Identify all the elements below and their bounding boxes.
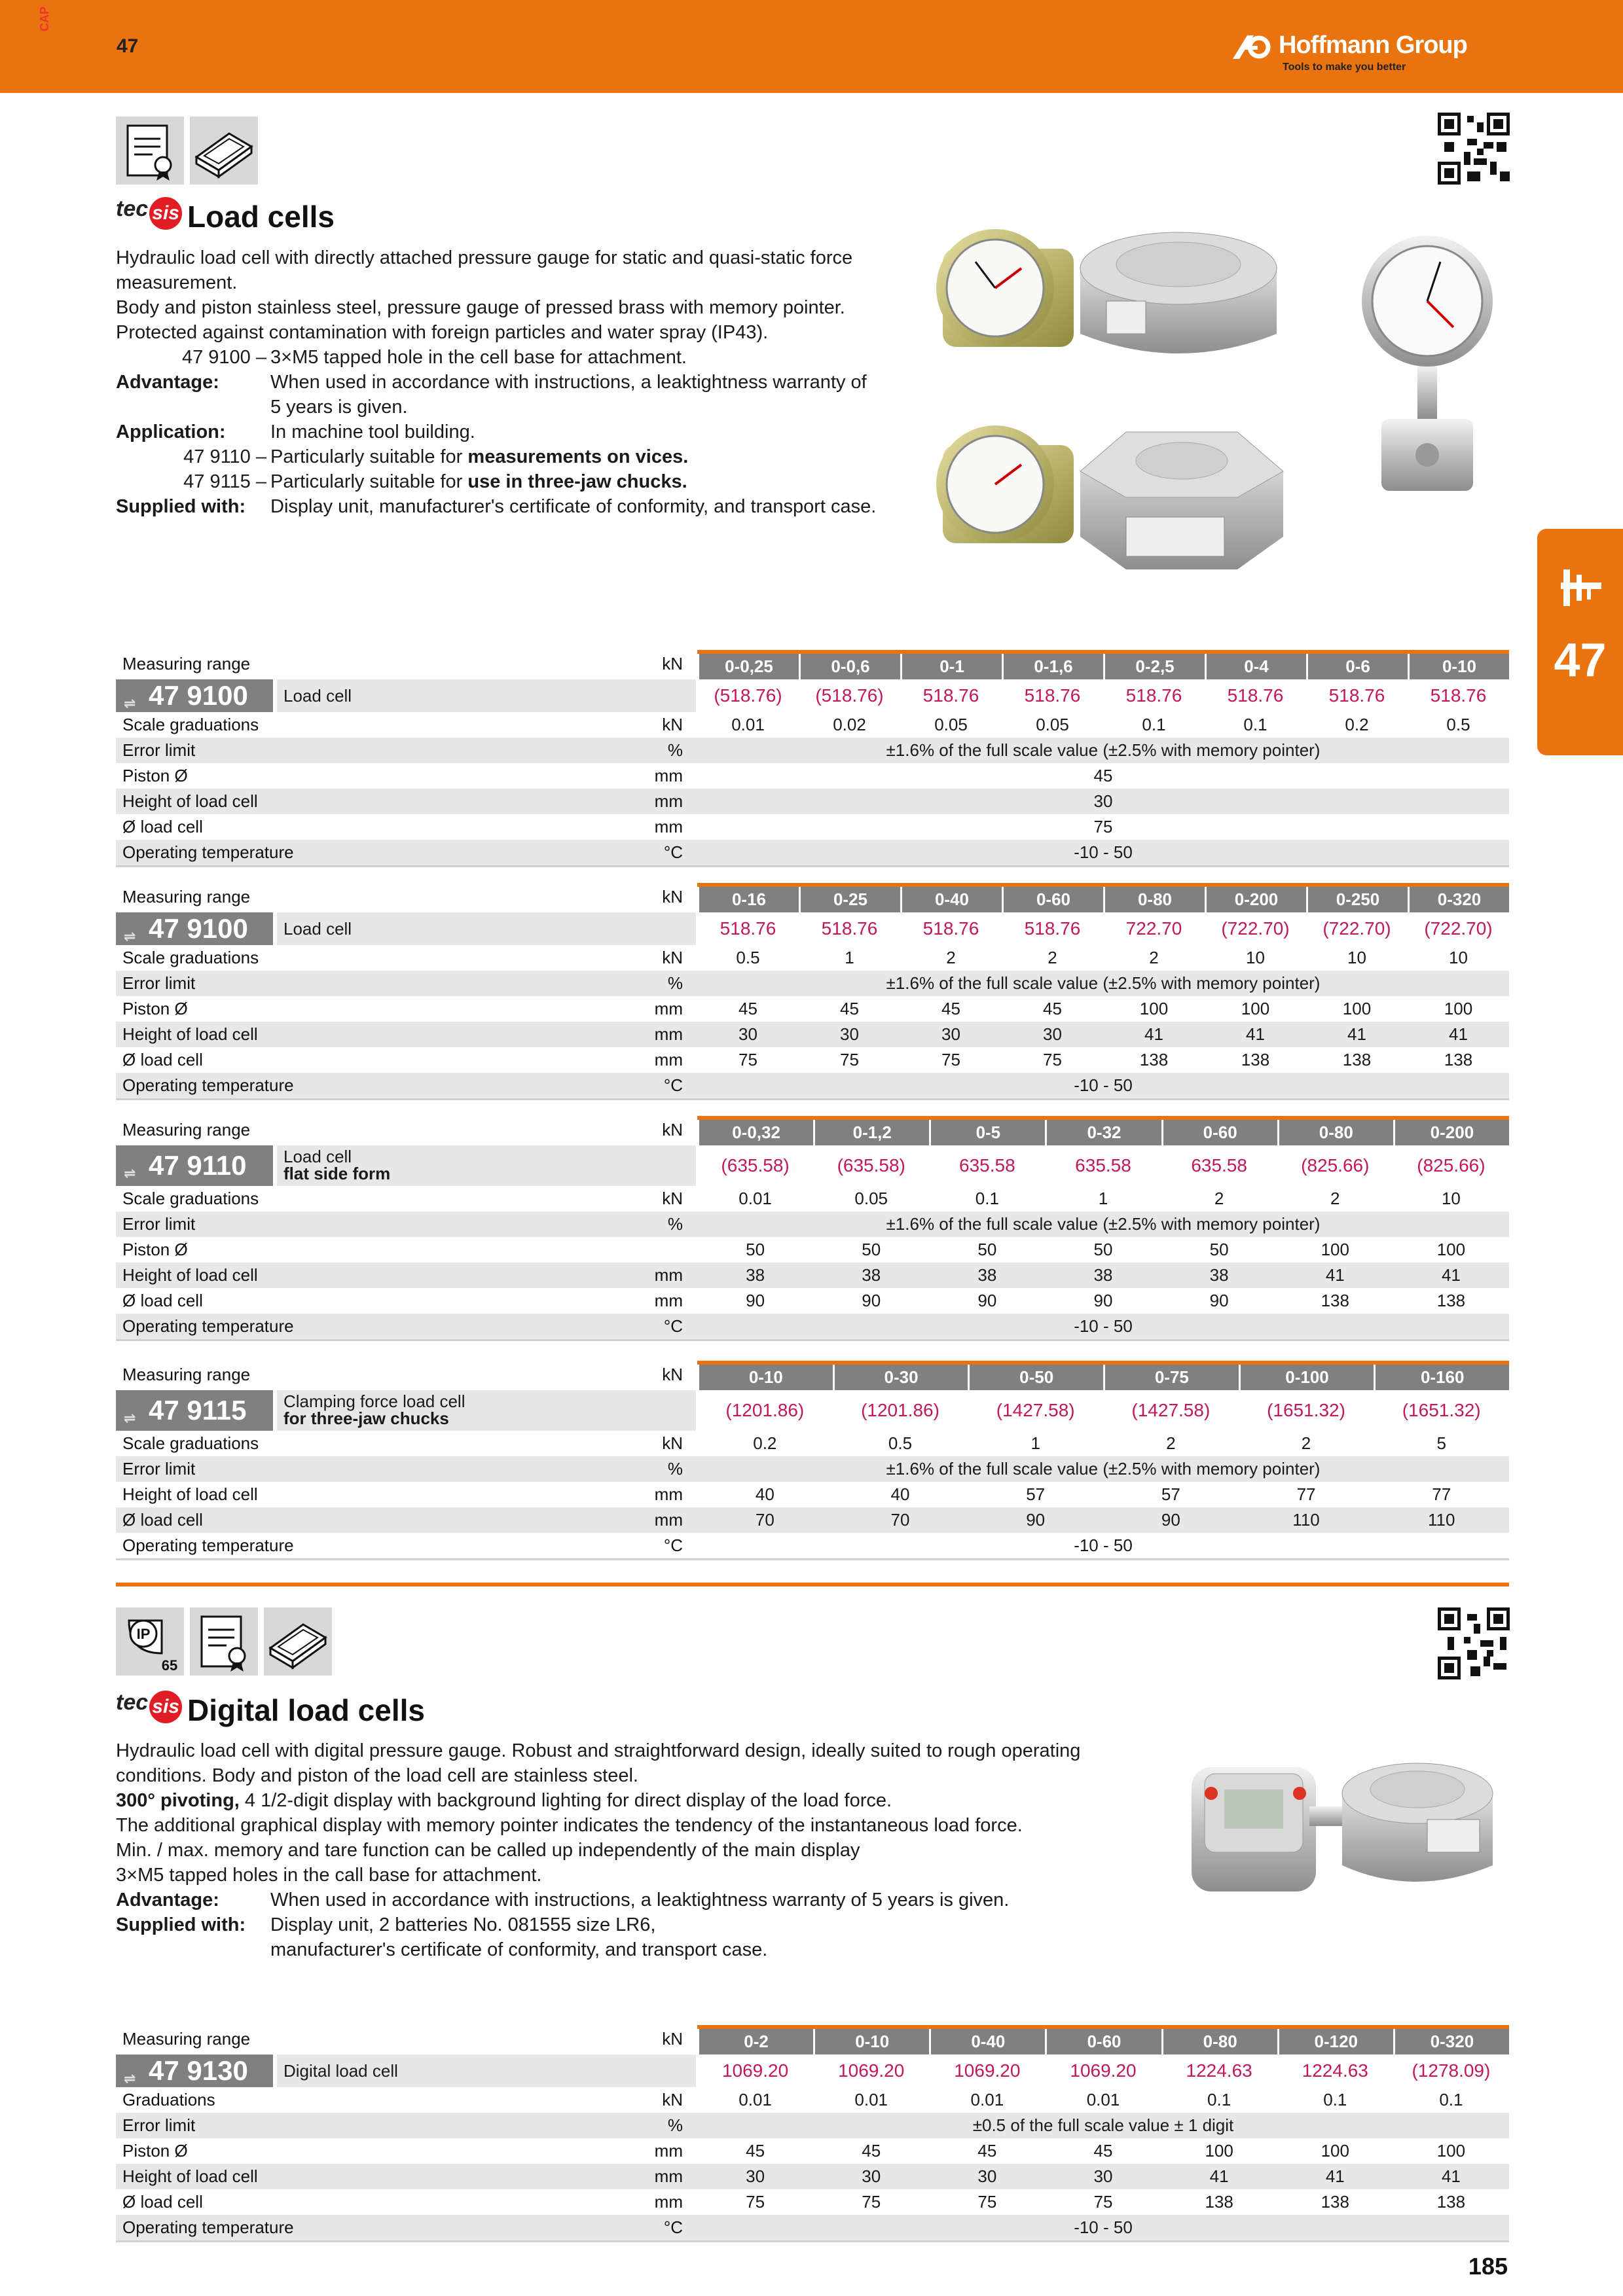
error-row: Error limit % ±1.6% of the full scale value (±2.5% with memory pointer) bbox=[116, 738, 1509, 763]
clamping-load-cell-photo bbox=[1355, 229, 1499, 504]
price-cell[interactable]: 518.76 bbox=[1024, 918, 1081, 939]
measuring-range-row: Measuring range kN 0-10 0-30 0-50 0-75 0-100 0-160 bbox=[116, 1361, 1509, 1390]
price-cell[interactable]: (825.66) bbox=[1301, 1155, 1370, 1175]
cart-icon: ⇌ bbox=[124, 1165, 136, 1181]
price-cell[interactable]: 1224.63 bbox=[1186, 2060, 1252, 2081]
article-name: Load cell bbox=[277, 679, 696, 712]
transport-case-icon bbox=[190, 117, 258, 185]
measuring-range-row: Measuring range kN 0-16 0-25 0-40 0-60 0-80 0-200 0-250 0-320 bbox=[116, 883, 1509, 912]
range-cell: 0-6 bbox=[1306, 654, 1408, 679]
range-cell: 0-250 bbox=[1306, 887, 1408, 912]
tecsis-tec: tec bbox=[116, 1690, 149, 1715]
desc-line: Min. / max. memory and tare function can be called up independently of the main display bbox=[116, 1840, 860, 1861]
price-cell[interactable]: 1224.63 bbox=[1302, 2060, 1368, 2081]
article-name: Clamping force load cell for three-jaw chucks bbox=[277, 1390, 696, 1431]
diameter-row: Ø load cell mm 75 75 75 75 138 138 138 138 bbox=[122, 1050, 1473, 1069]
article-name: Digital load cell bbox=[277, 2054, 696, 2087]
range-cell: 0-200 bbox=[1393, 1120, 1509, 1145]
section-title-digital-load-cells: Digital load cells bbox=[187, 1693, 425, 1727]
desc-line: conditions. Body and piston of the load cell are stainless steel. bbox=[116, 1765, 638, 1786]
price-cell[interactable]: (1427.58) bbox=[996, 1400, 1075, 1420]
article-number[interactable]: ⇌ 47 9100 bbox=[116, 912, 273, 945]
case-icon-box bbox=[264, 1607, 332, 1676]
price-cell[interactable]: 1069.20 bbox=[721, 2060, 789, 2081]
table-47-9115 bbox=[116, 1361, 1509, 1560]
page-number-top: 47 bbox=[117, 35, 139, 57]
price-cell[interactable]: 635.58 bbox=[959, 1155, 1015, 1175]
price-cell[interactable]: (635.58) bbox=[721, 1155, 790, 1175]
advantage-line: Advantage: When used in accordance with instructions, a leaktightness warranty of bbox=[116, 372, 867, 393]
article-number[interactable]: ⇌ 47 9110 bbox=[116, 1145, 273, 1186]
measuring-range-row: Measuring range kN 0-0,25 0-0,6 0-1 0-1,6 0-2,5 0-4 0-6 0-10 bbox=[116, 650, 1509, 679]
diameter-row: Ø load cell mm 90 90 90 90 90 138 138 bbox=[122, 1291, 1466, 1310]
cart-icon: ⇌ bbox=[124, 695, 136, 711]
brand-tagline: Tools to make you better bbox=[1283, 62, 1406, 73]
article-row bbox=[116, 679, 1509, 712]
certificate-icon bbox=[116, 117, 184, 185]
range-cell: 0-200 bbox=[1205, 887, 1306, 912]
caliper-icon bbox=[1557, 565, 1604, 613]
range-cell: 0-80 bbox=[1277, 1120, 1393, 1145]
range-cell: 0-60 bbox=[1161, 1120, 1277, 1145]
table-47-9100-a bbox=[116, 650, 1509, 867]
svg-text:65: 65 bbox=[161, 1657, 178, 1674]
advantage-line: Advantage: When used in accordance with instructions, a leaktightness warranty of 5 years is given. bbox=[116, 1890, 1010, 1910]
cart-icon: ⇌ bbox=[124, 2070, 136, 2087]
cart-icon: ⇌ bbox=[124, 1410, 136, 1426]
price-cell[interactable]: (722.70) bbox=[1424, 918, 1493, 939]
range-cell: 0-0,32 bbox=[697, 1120, 813, 1145]
certificate-icon-box bbox=[116, 117, 184, 185]
range-cell: 0-40 bbox=[900, 887, 1002, 912]
table-47-9130 bbox=[116, 2025, 1509, 2242]
desc-line: The additional graphical display with memory pointer indicates the tendency of the instantaneous load force. bbox=[116, 1815, 1023, 1836]
svg-text:IP: IP bbox=[136, 1626, 151, 1642]
temperature-row: Operating temperature °C -10 - 50 bbox=[116, 2215, 1509, 2240]
desc-line: Hydraulic load cell with directly attached pressure gauge for static and quasi-static force bbox=[116, 247, 853, 268]
article-number[interactable]: ⇌ 47 9100 bbox=[116, 679, 273, 712]
section-divider bbox=[116, 1583, 1509, 1587]
article-row bbox=[116, 1390, 1509, 1431]
price-cell[interactable]: (518.76) bbox=[815, 685, 884, 706]
price-cell[interactable]: (1201.86) bbox=[725, 1400, 805, 1420]
range-cell: 0-1,6 bbox=[1002, 654, 1103, 679]
tecsis-sis: sis bbox=[149, 197, 182, 230]
hoffmann-logo[interactable] bbox=[1230, 31, 1505, 80]
desc-line: Protected against contamination with foreign particles and water spray (IP43). bbox=[116, 322, 769, 343]
article-row bbox=[116, 1145, 1509, 1186]
error-row: Error limit % ±1.6% of the full scale value (±2.5% with memory pointer) bbox=[116, 1211, 1509, 1237]
diameter-row: Ø load cell mm 75 75 75 75 138 138 138 bbox=[122, 2192, 1466, 2212]
price-cell[interactable]: 518.76 bbox=[720, 918, 776, 939]
price-cell[interactable]: 1069.20 bbox=[1070, 2060, 1137, 2081]
range-cell: 0-2 bbox=[697, 2029, 813, 2054]
error-row: Error limit % ±1.6% of the full scale value (±2.5% with memory pointer) bbox=[116, 1456, 1509, 1482]
height-row: Height of load cell mm 30 30 30 30 41 41 41 41 bbox=[116, 1022, 1509, 1047]
range-cell: 0-10 bbox=[697, 1365, 833, 1390]
diameter-row: Ø load cell mm 70 70 90 90 110 110 bbox=[116, 1507, 1509, 1533]
tecsis-tec: tec bbox=[116, 196, 149, 221]
article-number[interactable]: ⇌ 47 9130 bbox=[116, 2054, 273, 2087]
price-cell[interactable]: 518.76 bbox=[1024, 685, 1081, 706]
height-row: Height of load cell mm 30 bbox=[116, 789, 1509, 814]
price-cell[interactable]: 1069.20 bbox=[954, 2060, 1021, 2081]
desc-line: Hydraulic load cell with digital pressure gauge. Robust and straightforward design, ideally suited to rough operating bbox=[116, 1740, 1081, 1761]
range-cell: 0-32 bbox=[1045, 1120, 1161, 1145]
scale-row: Scale graduations kN 0.5 1 2 2 2 10 10 10 bbox=[122, 948, 1468, 967]
price-cell[interactable]: 722.70 bbox=[1125, 918, 1182, 939]
price-cell[interactable]: 518.76 bbox=[922, 918, 979, 939]
certificate-icon bbox=[190, 1607, 258, 1676]
range-cell: 0-0,6 bbox=[799, 654, 900, 679]
range-cell: 0-50 bbox=[968, 1365, 1103, 1390]
diameter-row: Ø load cell mm 75 bbox=[122, 817, 1113, 836]
temperature-row: Operating temperature °C -10 - 50 bbox=[116, 1073, 1509, 1098]
range-cell: 0-5 bbox=[929, 1120, 1045, 1145]
qr-code-icon[interactable] bbox=[1438, 113, 1510, 185]
height-row: Height of load cell mm 30 30 30 30 41 41 41 bbox=[116, 2164, 1509, 2189]
top-bar bbox=[0, 0, 1623, 93]
range-cell: 0-80 bbox=[1103, 887, 1205, 912]
price-cell[interactable]: 635.58 bbox=[1075, 1155, 1131, 1175]
range-cell: 0-4 bbox=[1205, 654, 1306, 679]
price-cell[interactable]: (1427.58) bbox=[1131, 1400, 1211, 1420]
range-cell: 0-25 bbox=[799, 887, 900, 912]
price-cell[interactable]: 518.76 bbox=[1227, 685, 1284, 706]
price-cell[interactable]: 1069.20 bbox=[838, 2060, 905, 2081]
range-cell: 0-2,5 bbox=[1103, 654, 1205, 679]
case-icon-box bbox=[190, 117, 258, 185]
ip-rating-icon-box bbox=[116, 1607, 184, 1676]
qr-code-icon[interactable] bbox=[1438, 1607, 1510, 1679]
range-cell: 0-320 bbox=[1393, 2029, 1509, 2054]
ip65-icon bbox=[116, 1607, 184, 1676]
scale-row: Scale graduations kN 0.2 0.5 1 2 2 5 bbox=[122, 1433, 1446, 1453]
supplied-line: Supplied with: Display unit, 2 batteries No. 081555 size LR6, bbox=[116, 1914, 656, 1935]
cap-label: CAP bbox=[38, 6, 51, 31]
price-cell[interactable]: 635.58 bbox=[1191, 1155, 1247, 1175]
range-cell: 0-16 bbox=[697, 887, 799, 912]
price-cell[interactable]: (722.70) bbox=[1322, 918, 1391, 939]
desc-line: 3×M5 tapped holes in the call base for attachment. bbox=[116, 1865, 542, 1886]
error-row: Error limit % ±0.5 of the full scale value ± 1 digit bbox=[116, 2113, 1509, 2138]
page-number-bottom: 185 bbox=[1468, 2253, 1508, 2280]
range-cell: 0-30 bbox=[833, 1365, 968, 1390]
piston-row: Piston Ø mm 45 45 45 45 100 100 100 bbox=[122, 2141, 1466, 2161]
certificate-icon-box bbox=[190, 1607, 258, 1676]
range-cell: 0-40 bbox=[929, 2029, 1045, 2054]
price-cell[interactable]: 518.76 bbox=[821, 918, 878, 939]
desc-code-line: 47 9115 – Particularly suitable for use in three-jaw chucks. bbox=[183, 471, 687, 492]
desc-line: 300° pivoting, 4 1/2-digit display with background lighting for direct display of the load force. bbox=[116, 1790, 892, 1811]
price-cell[interactable]: (635.58) bbox=[837, 1155, 905, 1175]
table-47-9110 bbox=[116, 1116, 1509, 1341]
table-47-9100-b bbox=[116, 883, 1509, 1100]
measuring-range-row: Measuring range kN 0-2 0-10 0-40 0-60 0-80 0-120 0-320 bbox=[116, 2025, 1509, 2054]
section-title-load-cells: Load cells bbox=[187, 200, 335, 234]
tecsis-sis: sis bbox=[149, 1691, 182, 1723]
desc-line: measurement. bbox=[116, 272, 238, 293]
application-line: Application: In machine tool building. bbox=[116, 422, 475, 442]
price-cell[interactable]: 518.76 bbox=[1328, 685, 1385, 706]
price-cell[interactable]: (722.70) bbox=[1221, 918, 1290, 939]
price-cell[interactable]: (1651.32) bbox=[1267, 1400, 1345, 1420]
range-cell: 0-60 bbox=[1045, 2029, 1161, 2054]
range-cell: 0-60 bbox=[1002, 887, 1103, 912]
article-name: Load cell flat side form bbox=[277, 1145, 696, 1186]
brand-name: Hoffmann Group bbox=[1279, 31, 1467, 59]
digital-load-cell-photo bbox=[1178, 1741, 1506, 1911]
scale-row: Scale graduations kN 0.01 0.05 0.1 1 2 2 10 bbox=[122, 1189, 1461, 1208]
desc-code-line: 47 9100 – 3×M5 tapped hole in the cell base for attachment. bbox=[181, 347, 687, 368]
height-row: Height of load cell mm 40 40 57 57 77 77 bbox=[122, 1484, 1451, 1504]
price-cell[interactable]: (518.76) bbox=[714, 685, 782, 706]
cart-icon: ⇌ bbox=[124, 928, 136, 944]
price-cell[interactable]: 518.76 bbox=[1125, 685, 1182, 706]
range-cell: 0-100 bbox=[1239, 1365, 1374, 1390]
price-cell[interactable]: (1278.09) bbox=[1412, 2060, 1491, 2081]
scale-row: Scale graduations kN 0.01 0.02 0.05 0.05 0.1 0.1 0.2 0.5 bbox=[122, 715, 1470, 734]
temperature-row: Operating temperature °C -10 - 50 bbox=[116, 1314, 1509, 1339]
range-cell: 0-10 bbox=[1408, 654, 1509, 679]
measuring-range-row: Measuring range kN 0-0,32 0-1,2 0-5 0-32 0-60 0-80 0-200 bbox=[116, 1116, 1509, 1145]
chapter-number: 47 bbox=[1554, 634, 1607, 687]
height-row: Height of load cell mm 38 38 38 38 38 41 41 bbox=[116, 1263, 1509, 1288]
chapter-tab[interactable] bbox=[1537, 529, 1623, 755]
error-row: Error limit % ±1.6% of the full scale value (±2.5% with memory pointer) bbox=[116, 971, 1509, 996]
section2-description bbox=[116, 1738, 1163, 1962]
supplied-line: Supplied with: Display unit, manufacturer's certificate of conformity, and transport case. bbox=[116, 496, 877, 517]
article-number[interactable]: ⇌ 47 9115 bbox=[116, 1390, 273, 1431]
range-cell: 0-120 bbox=[1277, 2029, 1393, 2054]
load-cell-photo-1 bbox=[930, 223, 1296, 373]
advantage-line-2: 5 years is given. bbox=[270, 397, 408, 418]
range-cell: 0-80 bbox=[1161, 2029, 1277, 2054]
temperature-row: Operating temperature °C -10 - 50 bbox=[122, 1535, 1133, 1555]
price-cell[interactable]: 518.76 bbox=[1430, 685, 1487, 706]
range-cell: 0-0,25 bbox=[697, 654, 799, 679]
price-cell[interactable]: (1651.32) bbox=[1402, 1400, 1481, 1420]
range-cell: 0-160 bbox=[1374, 1365, 1509, 1390]
price-cell[interactable]: 518.76 bbox=[922, 685, 979, 706]
tecsis-logo bbox=[116, 196, 182, 230]
supplied-line-2: manufacturer's certificate of conformity, and transport case. bbox=[270, 1939, 768, 1960]
article-row bbox=[116, 912, 1509, 945]
range-cell: 0-1 bbox=[900, 654, 1002, 679]
tecsis-logo bbox=[116, 1690, 182, 1723]
desc-line: Body and piston stainless steel, pressure gauge of pressed brass with memory pointer. bbox=[116, 297, 845, 318]
desc-code-line: 47 9110 – Particularly suitable for measurements on vices. bbox=[183, 446, 689, 467]
graduations-row: Graduations kN 0.01 0.01 0.01 0.01 0.1 0.1 0.1 bbox=[122, 2090, 1463, 2109]
range-cell: 0-10 bbox=[813, 2029, 929, 2054]
temperature-row: Operating temperature °C -10 - 50 bbox=[116, 840, 1509, 865]
section1-description bbox=[116, 245, 928, 519]
price-cell[interactable]: (825.66) bbox=[1417, 1155, 1486, 1175]
hoffmann-logo-icon bbox=[1230, 33, 1276, 60]
range-cell: 0-320 bbox=[1408, 887, 1509, 912]
range-cell: 0-75 bbox=[1103, 1365, 1239, 1390]
price-cell[interactable]: (1201.86) bbox=[861, 1400, 939, 1420]
piston-row: Piston Ø 50 50 50 50 50 100 100 bbox=[122, 1240, 1466, 1259]
article-name: Load cell bbox=[277, 912, 696, 945]
load-cell-photo-2 bbox=[930, 419, 1296, 576]
range-cell: 0-1,2 bbox=[813, 1120, 929, 1145]
transport-case-icon bbox=[264, 1607, 332, 1676]
piston-row: Piston Ø mm 45 45 45 45 100 100 100 100 bbox=[122, 999, 1473, 1018]
article-row bbox=[116, 2054, 1509, 2087]
piston-row: Piston Ø mm 45 bbox=[122, 766, 1113, 785]
